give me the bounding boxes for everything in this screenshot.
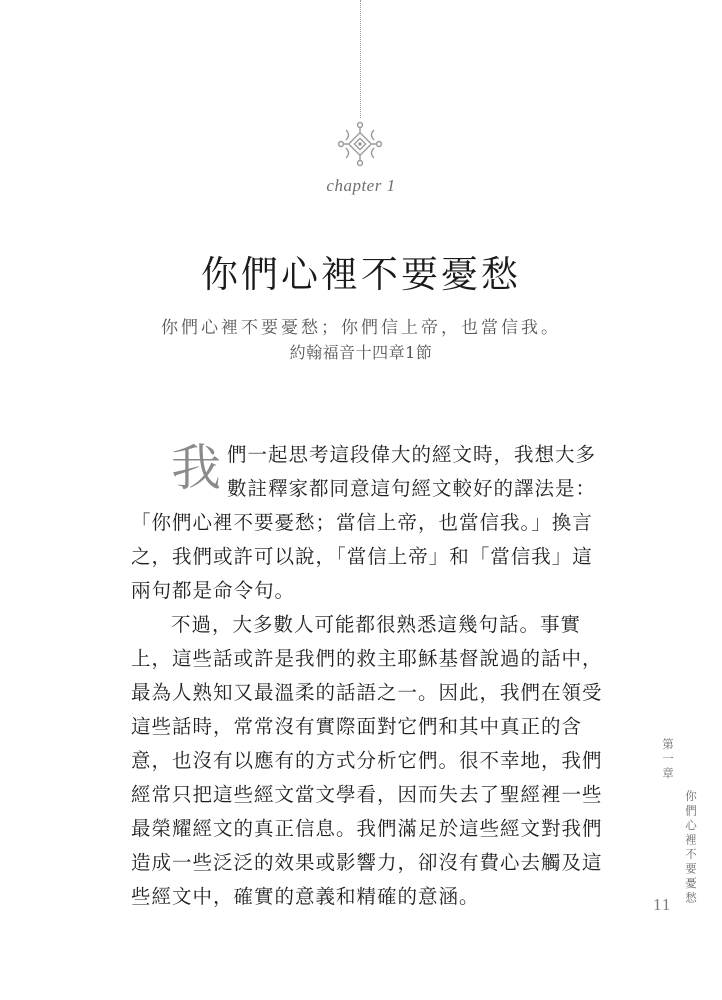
paragraph-line: 最榮耀經文的真正信息。我們滿足於這些經文對我們: [131, 817, 603, 840]
drop-cap: 我: [171, 439, 222, 497]
paragraph-line: 些經文中，確實的意義和精確的意涵。: [131, 885, 480, 908]
page-number: 11: [653, 895, 672, 914]
paragraph-line: 經常只把這些經文當文學看，因而失去了聖經裡一些: [131, 783, 603, 806]
body-text: [131, 438, 603, 914]
paragraph-line: 不過，大多數人可能都很熟悉這幾句話。事實: [171, 613, 582, 636]
paragraph-1: [131, 438, 597, 608]
side-chapter-title: 你們心裡不要憂愁: [684, 790, 698, 906]
chapter-label: chapter 1: [326, 176, 396, 195]
paragraph-line: 們一起思考這段偉大的經文時，我想大多: [227, 443, 597, 466]
paragraph-line: 最為人熟知又最溫柔的話語之一。因此，我們在領受: [131, 681, 603, 704]
paragraph-line: 意，也沒有以應有的方式分析它們。很不幸地，我們: [131, 749, 603, 772]
paragraph-line: 這些話時，常常沒有實際面對它們和其中真正的含: [131, 715, 583, 738]
ornament-dotted-line: [360, 0, 361, 118]
paragraph-2: [131, 608, 603, 914]
paragraph-line: 兩句都是命令句。: [131, 579, 296, 602]
chapter-title: 你們心裡不要憂愁: [201, 253, 521, 296]
ornament-knot-icon: [337, 121, 383, 167]
paragraph-line: 之，我們或許可以說，「當信上帝」和「當信我」這: [131, 545, 593, 568]
epigraph-reference: 約翰福音十四章1節: [289, 343, 433, 362]
paragraph-line: 數註釋家都同意這句經文較好的譯法是：: [227, 477, 597, 500]
paragraph-line: 「你們心裡不要憂愁；當信上帝，也當信我。」換言: [131, 511, 593, 534]
side-chapter-label: 第一章: [661, 738, 675, 782]
paragraph-line: 造成一些泛泛的效果或影響力，卻沒有費心去觸及這: [131, 851, 603, 874]
paragraph-line: 上，這些話或許是我們的救主耶穌基督說過的話中，: [131, 647, 603, 670]
epigraph: 你們心裡不要憂愁；你們信上帝，也當信我。: [161, 318, 561, 338]
